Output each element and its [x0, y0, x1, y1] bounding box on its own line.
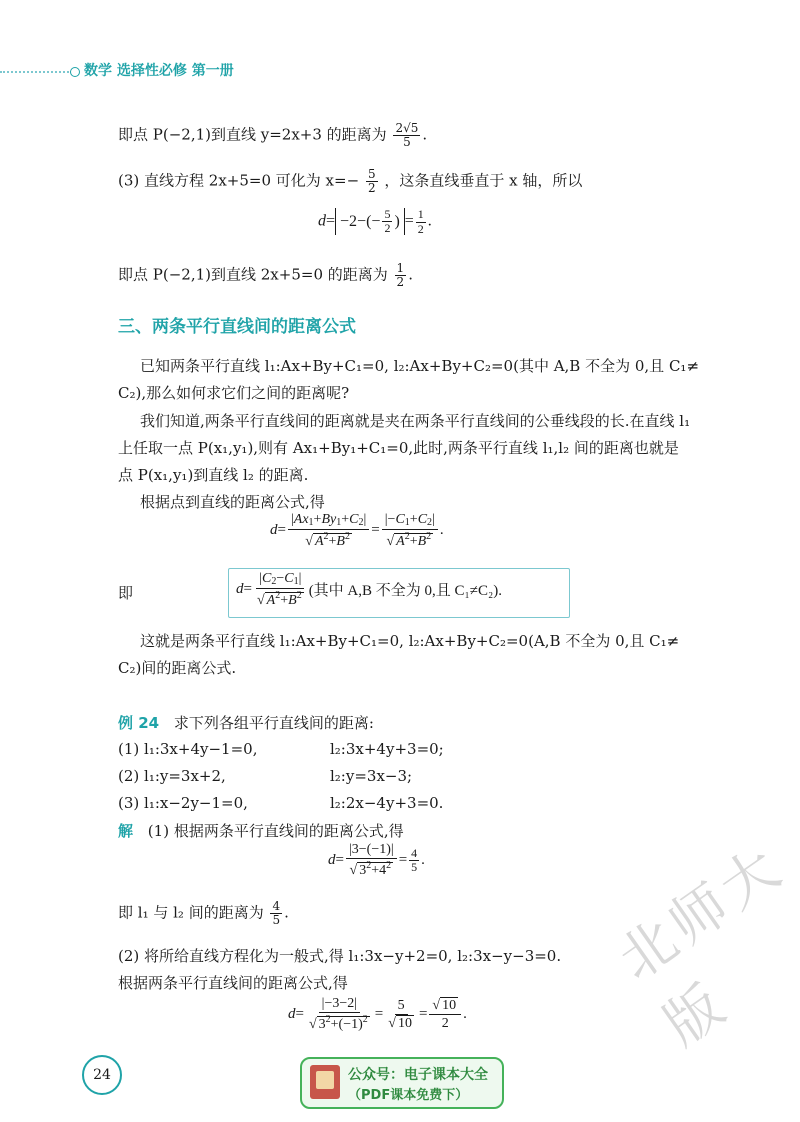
formula-point-distance: d = $\frac{|Ax_1+By_1+C_2|}{√ A^2+B^2}$ = $\frac{|-C_1+C_2|}{√ A^2+B^2}$ .	[270, 512, 444, 549]
example-item-2-l2: l₂:y=3x−3;	[330, 767, 413, 785]
solution-text-1: (1) 根据两条平行直线间的距离公式,得	[147, 822, 404, 840]
stamp-line-2: （PDF课本免费下）	[348, 1088, 469, 1103]
header-bullet-icon	[70, 67, 80, 77]
paragraph-2-line-3: 点 P(x₁,y₁)到直线 l₂ 的距离.	[118, 466, 309, 484]
formula-solution-2: d = $\frac{|-3-2|}{√ 3^2+(-1)^2}$ = $\frac{5}{√ 10}$ = $\frac{√ 10}{2}$ .	[288, 996, 467, 1033]
example-task: 求下列各组平行直线间的距离:	[173, 714, 374, 732]
example-item-3-l2: l₂:2x−4y+3=0.	[330, 794, 444, 812]
book-icon	[310, 1065, 340, 1099]
page-number-badge	[82, 1055, 122, 1095]
solution-line-1	[118, 820, 404, 841]
example-item-2-l1: (2) l₁:y=3x+2,	[118, 767, 226, 785]
fraction-2sqrt5-over-5: $\frac{2√5}{5}$	[395, 121, 419, 150]
part3-conclusion: 即点 P(−2,1)到直线 2x+5=0 的距离为 $\frac{1}{2}$ .	[118, 261, 413, 290]
fraction-1-over-2: $\frac{1}{2}$	[396, 261, 405, 290]
formula-part3: d= −2−(− $\frac{5}{2}$ ) = $\frac{1}{2}$ .	[318, 207, 432, 236]
paragraph-1-line-2: C₂),那么如何求它们之间的距离呢?	[118, 384, 350, 402]
solution-2-line-1: (2) 将所给直线方程化为一般式,得 l₁:3x−y+2=0, l₂:3x−y−3=0.	[118, 947, 562, 965]
solution-label: 解	[118, 822, 134, 840]
paragraph-1-line-1: 已知两条平行直线 l₁:Ax+By+C₁=0, l₂:Ax+By+C₂=0(其中 A,B 不全为 0,且 C₁≠	[140, 357, 700, 375]
watermark: 北师大版	[606, 833, 797, 1059]
paragraph-3: 根据点到直线的距离公式,得	[140, 493, 325, 511]
example-heading	[118, 712, 374, 733]
paragraph-2-line-1: 我们知道,两条平行直线间的距离就是夹在两条平行直线间的公垂线段的长.在直线 l₁	[140, 412, 691, 430]
key-formula: d = $\frac{|C_2-C_1|}{√ A^2+B^2}$ (其中 A,B 不全为 0,且 C₁≠C₂).	[236, 571, 502, 608]
paragraph-4-line-2: C₂)间的距离公式.	[118, 659, 237, 677]
example-item-1-l1: (1) l₁:3x+4y−1=0,	[118, 740, 258, 758]
example-label: 例 24	[118, 714, 160, 732]
example-item-3-l1: (3) l₁:x−2y−1=0,	[118, 794, 248, 812]
solution-2-line-2: 根据两条平行直线间的距离公式,得	[118, 974, 348, 992]
prev-conclusion-text: 即点 P(−2,1)到直线 y=2x+3 的距离为	[118, 125, 387, 144]
part3-conclusion-text: 即点 P(−2,1)到直线 2x+5=0 的距离为	[118, 265, 388, 284]
part3-tail-text: ，这条直线垂直于 x 轴，所以	[384, 171, 583, 190]
prev-conclusion-line: 即点 P(−2,1)到直线 y=2x+3 的距离为 $\frac{2√5}{5}$ .	[118, 121, 428, 150]
fraction-4-over-5: $\frac{4}{5}$	[272, 899, 281, 928]
paragraph-4-line-1: 这就是两条平行直线 l₁:Ax+By+C₁=0, l₂:Ax+By+C₂=0(A,B 不全为 0,且 C₁≠	[140, 632, 680, 650]
key-formula-tail: (其中 A,B 不全为 0,且 C₁≠C₂).	[308, 583, 502, 600]
part3-line	[118, 168, 582, 195]
publisher-stamp	[300, 1057, 504, 1109]
formula-solution-1: d = $\frac{|3-(-1)|}{√ 3^2+4^2}$ = $\frac{4}{5}$ .	[328, 842, 425, 879]
header-dotted-rule	[0, 71, 72, 73]
solution-1-conclusion-text: 即 l₁ 与 l₂ 间的距离为	[118, 903, 264, 922]
page-number: 24	[93, 1067, 111, 1083]
example-item-1-l2: l₂:3x+4y+3=0;	[330, 740, 444, 758]
fraction-5-over-2: $\frac{5}{2}$	[367, 167, 376, 196]
stamp-line-1: 公众号：电子课本大全	[348, 1067, 488, 1083]
part3-text: (3) 直线方程 2x+5=0 可化为 x=−	[118, 171, 360, 190]
header-book-title: 数学 选择性必修 第一册	[84, 63, 234, 79]
solution-1-conclusion: 即 l₁ 与 l₂ 间的距离为 $\frac{4}{5}$ .	[118, 899, 289, 928]
section-title: 三、两条平行直线间的距离公式	[118, 317, 356, 337]
ji-label: 即	[118, 584, 134, 602]
paragraph-2-line-2: 上任取一点 P(x₁,y₁),则有 Ax₁+By₁+C₁=0,此时,两条平行直线 l₁,l₂ 间的距离也就是	[118, 439, 679, 457]
